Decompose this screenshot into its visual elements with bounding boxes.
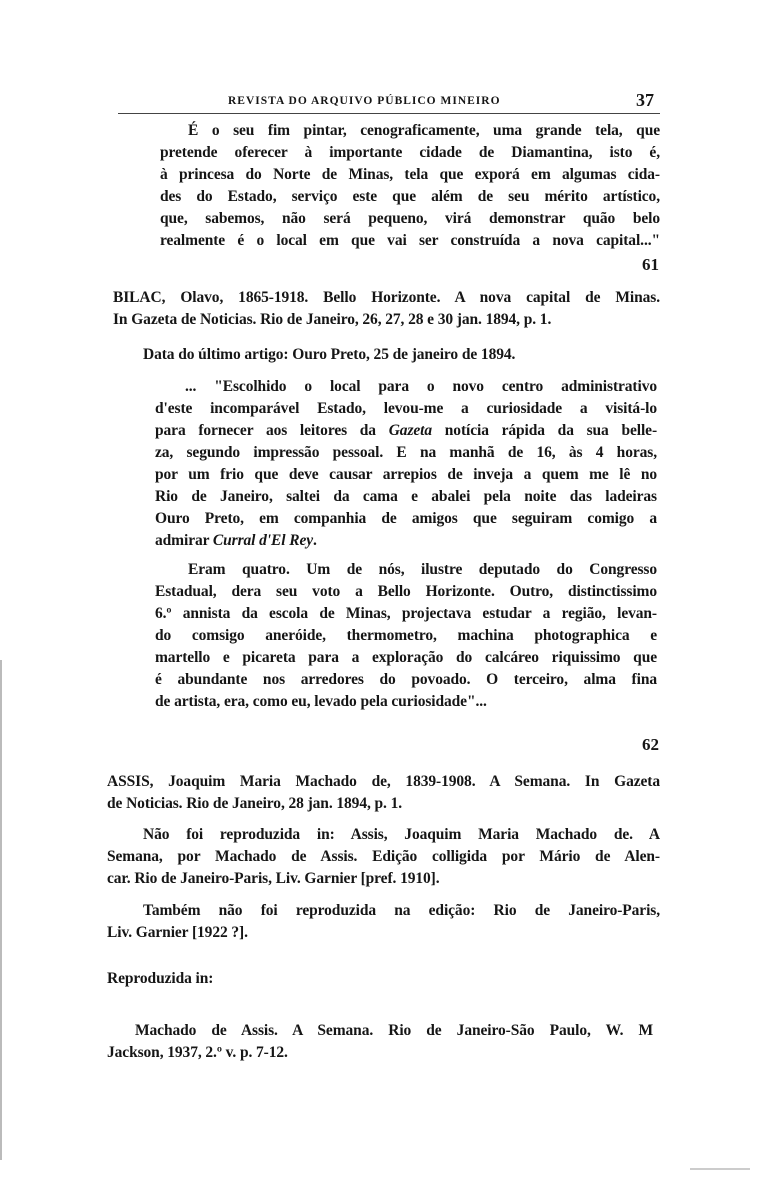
quote-line	[155, 532, 657, 550]
note-line: Liv. Garnier [1922 ?].	[107, 924, 248, 941]
text-line: que, sabemos, não será pequeno, virá demonstrar quão belo	[160, 210, 660, 227]
text-line: É o seu fim pintar, cenograficamente, uma grande tela, que	[188, 122, 660, 139]
quote-line: ... "Escolhido o local para o novo centro administrativo	[185, 378, 657, 395]
quote-line: 6.º annista da escola de Minas, projectava estudar a região, levan-	[155, 605, 657, 622]
text-segment: notícia rápida da sua belle-	[432, 422, 658, 439]
quote-line: za, segundo impressão pessoal. E na manhã de 16, às 4 horas,	[155, 444, 657, 461]
scan-edge	[0, 660, 2, 1160]
page-number: 37	[636, 90, 654, 110]
quote-line: do comsigo aneróide, thermometro, machina photographica e	[155, 627, 657, 644]
text-line: realmente é o local em que vai ser construída a nova capital..."	[160, 232, 660, 249]
entry-note: Data do último artigo: Ouro Preto, 25 de janeiro de 1894.	[143, 346, 516, 363]
quote-line	[155, 422, 657, 440]
quote-line: Rio de Janeiro, saltei da cama e abalei pela noite das ladeiras	[155, 488, 657, 505]
reproduced-line: Machado de Assis. A Semana. Rio de Janeiro-São Paulo, W. M	[135, 1022, 653, 1039]
quote-line: Estadual, dera seu voto a Bello Horizonte. Outro, distinctissimo	[155, 583, 657, 600]
text-line: à princesa do Norte de Minas, tela que exporá em algumas cida-	[160, 166, 660, 183]
italic-title: Curral d'El Rey	[212, 532, 314, 549]
italic-title: Gazeta	[388, 422, 433, 439]
text-segment: .	[313, 532, 317, 549]
note-line: car. Rio de Janeiro-Paris, Liv. Garnier [pref. 1910].	[107, 870, 440, 887]
journal-title: REVISTA DO ARQUIVO PÚBLICO MINEIRO	[228, 95, 501, 107]
quote-line: martello e picareta para a exploração do calcáreo riquissimo que	[155, 649, 657, 666]
text-segment: para fornecer aos leitores da	[155, 422, 389, 439]
quote-line: Eram quatro. Um de nós, ilustre deputado do Congresso	[188, 561, 657, 578]
quote-line: é abundante nos arredores do povoado. O terceiro, alma fina	[155, 671, 657, 688]
citation-line: In Gazeta de Noticias. Rio de Janeiro, 26, 27, 28 e 30 jan. 1894, p. 1.	[113, 311, 552, 328]
citation-line: de Noticias. Rio de Janeiro, 28 jan. 1894, p. 1.	[107, 795, 403, 812]
note-line: Também não foi reproduzida na edição: Rio de Janeiro-Paris,	[143, 902, 660, 919]
quote-line: de artista, era, como eu, levado pela curiosidade"...	[155, 693, 487, 710]
reproduced-heading: Reproduzida in:	[107, 970, 214, 987]
text-line: pretende oferecer à importante cidade de Diamantina, isto é,	[160, 144, 660, 161]
quote-line: d'este incomparável Estado, levou-me a curiosidade a visitá-lo	[155, 400, 657, 417]
note-line: Não foi reproduzida in: Assis, Joaquim Maria Machado de. A	[143, 826, 660, 843]
header-rule	[118, 113, 660, 114]
text-line: des do Estado, serviço este que além de seu mérito artístico,	[160, 188, 660, 205]
quote-line: Ouro Preto, em companhia de amigos que seguiram comigo a	[155, 510, 657, 527]
text-segment: admirar	[155, 532, 213, 549]
entry-number: 62	[642, 735, 659, 754]
reproduced-line: Jackson, 1937, 2.º v. p. 7-12.	[107, 1044, 288, 1061]
citation-line: ASSIS, Joaquim Maria Machado de, 1839-1908. A Semana. In Gazeta	[107, 773, 660, 790]
entry-number: 61	[642, 255, 659, 274]
note-line: Semana, por Machado de Assis. Edição colligida por Mário de Alen-	[107, 848, 660, 865]
citation-line: BILAC, Olavo, 1865-1918. Bello Horizonte. A nova capital de Minas.	[113, 289, 660, 306]
quote-line: por um frio que deve causar arrepios de inveja a quem me lê no	[155, 466, 657, 483]
scan-edge	[690, 1168, 750, 1170]
